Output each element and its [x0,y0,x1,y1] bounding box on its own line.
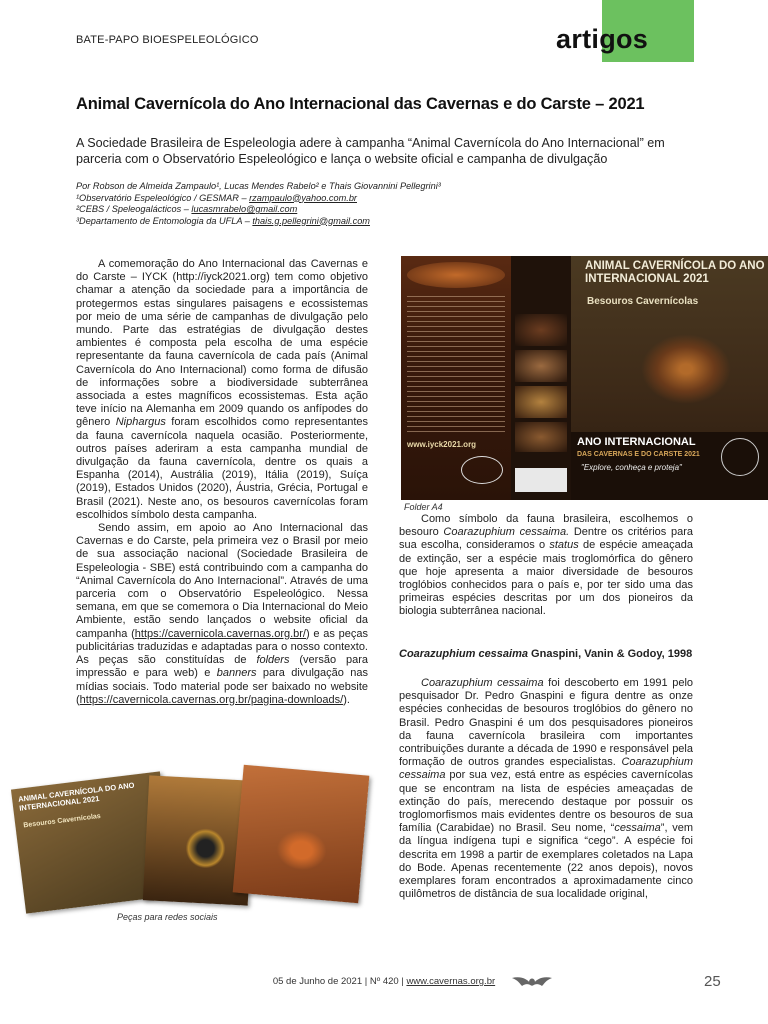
text: para divulgação nas mídias sociais. Todo material pode ser baixado no website ( [76,667,369,706]
right-column-bottom [399,677,693,901]
email-link[interactable]: lucasmrabelo@gmail.com [191,204,298,214]
footer-text: 05 de Junho de 2021 | Nº 420 | [272,976,407,987]
affiliation-text: ³Departamento de Entomologia da UFLA – [76,215,253,226]
sponsor-logos [515,468,567,492]
paragraph [399,677,693,901]
page-footer [0,976,768,987]
beetle-photo [515,350,567,382]
footer-title: ANO INTERNACIONAL [577,436,696,448]
byline: Por Robson de Almeida Zampaulo¹, Lucas Mendes Rabelo² e Thais Giovannini Pellegrini³ [76,181,441,191]
slogan: "Explore, conheça e proteja" [581,463,682,472]
downloads-link[interactable]: https://cavernicola.cavernas.org.br/pagina-downloads/ [79,693,344,706]
text: ) e as peças publicitárias traduzidas e adaptadas para o nosso contexto. As peças são constituídas de [76,627,369,667]
species-name: Coarazuphium cessaima. [443,526,570,539]
social-card [233,765,370,903]
folder-cover-subtitle: Besouros Cavernícolas [587,296,699,307]
folder-cover-footer [571,432,768,500]
affiliation-1 [76,193,696,205]
paragraph-2 [76,522,368,707]
footer-website-link[interactable]: www.cavernas.org.br [406,976,496,987]
paragraph-1 [76,258,368,522]
text: Dentre os critérios para sua escolha, consideramos o [399,526,693,552]
folder-body-text [407,296,505,436]
text: foi descoberto em 1991 pelo pesquisador Dr. Pedro Gnaspini e figura dentre as onze espécies conhecidas de besouros troglóbios do gênero no Brasil. Pedro Gnaspini é um dos pesquisadores pioneiros da fauna cavernícola brasileira com importantes contribuições durante a década de 1990 e responsável pela formação de outros grandes especialistas. [399,677,694,769]
folder-photo-strip [511,256,571,500]
text: banners [216,667,257,680]
text: folders [256,654,290,667]
card-subtitle: Besouros Cavernícolas [23,812,102,830]
species-name: Coarazuphium cessaima [421,677,544,689]
affiliation-text: ²CEBS / Speleogalácticos – [76,204,192,214]
folder-a4-image [401,256,768,500]
text: Sendo assim, em apoio ao Ano Internacional das Cavernas e do Carste, pela primeira vez o Brasil por meio de sua associação nacional (Sociedade Brasileira de Espeleologia - SBE) está contribuindo com a campanha do “Animal Cavernícola do Ano Internacional”. Através de uma parceria com o Observatório Espeleológico. Nessa semana, em que se comemora o Dia Internacional do Meio Ambiente, estão sendo lançados o website oficial da campanha ( [76,522,368,640]
beetle-photo [515,386,567,418]
beetle-photo [407,262,505,288]
social-media-pieces [12,760,372,920]
species-authors: Gnaspini, Vanin & Godoy, 1998 [528,648,693,660]
text: foram escolhidos como representantes da fauna cavernícola naquela ocasião. Posteriormente, outros países aderiram a esta campanha mundial de divulgação da fauna cavernícola, dentre os quais a Espanha (2014), Austrália (2019), Itália (2019), Suíça (2019), Estados Unidos (2020), Áustria, Grécia, Portugal e Brasil (2021). Neste ano, os besouros cavernícolas foram escolhidos símbolo desta campanha. [76,416,368,521]
beetle-photo [185,827,227,869]
iyck-logo [721,438,759,476]
affiliation-2 [76,204,696,216]
beetle-photo [275,828,328,872]
beetle-photo [515,314,567,346]
genus-name: Niphargus [115,416,166,429]
right-column-top [399,513,693,619]
website-link[interactable]: https://cavernicola.cavernas.org.br/ [134,627,306,640]
left-column [76,258,368,707]
beetle-illustration [641,334,731,404]
species-subheading [399,648,692,660]
species-name: Coarazuphium cessaima [399,756,693,782]
affiliation-3 [76,216,696,228]
text: status [549,539,579,552]
section-label: BATE-PAPO BIOESPELEOLÓGICO [76,34,259,46]
folder-caption: Folder A4 [404,502,443,512]
article-subtitle: A Sociedade Brasileira de Espeleologia adere à campanha “Animal Cavernícola do Ano Internacional” em parceria com o Observatório Espeleológico e lança o website oficial e campanha de divulgação [76,136,665,166]
folder-url: www.iyck2021.org [407,440,477,449]
text: cessaima [614,822,661,835]
page-number: 25 [704,973,721,990]
text: por sua vez, está entre as espécies cavernícolas que se encontram na lista de espécies ameaçadas de extinção do país, merecendo destaque por possuir os troglomorfismos mais evidentes dentre os besouros de sua família (Carabidae) no Brasil. Seu nome, “ [399,769,693,835]
folder-cover-title: ANIMAL CAVERNÍCOLA DO ANO INTERNACIONAL 2021 [585,260,765,285]
folder-cover [571,256,768,500]
text: A comemoração do Ano Internacional das Cavernas e do Carste – IYCK (http://iyck2021.org) tem como objetivo chamar a atenção da sociedade para a importância de protegermos estas singulares paisagens e ecossistemas por meio de uma série de campanhas de divulgação pelo mundo. Parte das estratégias de divulgação destes ambientes é composta pela escolha de uma espécie representante da fauna cavernícola de cada país (Animal Cavernícola do Ano Internacional) como forma de difusão de informações sobre a biodiversidade subterrânea associada a estes magníficos ecossistemas. Esta ação teve início na Alemanha em 2009 quando os anfípodes do gênero [76,258,368,429]
article-title: Animal Cavernícola do Ano Internacional das Cavernas e do Carste – 2021 [76,95,645,113]
bat-logo-icon [510,970,554,990]
affiliation-text: ¹Observatório Espeleológico / GESMAR – [76,192,250,203]
beetle-photo [515,422,567,452]
text: (versão para impressão e para web) e [76,654,368,680]
iyck-logo [461,456,503,484]
footer-subtitle: DAS CAVERNAS E DO CARSTE 2021 [577,451,700,458]
text: ). [343,693,350,706]
author-block [76,181,696,227]
social-pieces-caption: Peças para redes sociais [117,912,218,922]
email-link[interactable]: rzampaulo@yahoo.com.br [249,192,357,203]
card-title: ANIMAL CAVERNÍCOLA DO ANO INTERNACIONAL 2021 [17,780,135,813]
species-name: Coarazuphium cessaima [399,648,528,660]
paragraph [399,513,693,619]
text: ”, vem da língua indígena tupi e significa “cego”. A espécie foi descrita em 1998 a partir de exemplares coletados na Lapa do Bode. Apenas recentemente (22 anos depois), novos exemplares foram encontrados a aproximadamente cinco quilômetros de distância de sua localidade original, [399,822,693,901]
folder-left-panel [401,256,511,500]
text: de espécie ameaçada de extinção, ser a espécie mais troglomórfica do gênero que hoje apresenta a maior diversidade de besouros troglóbios conhecidos para o país e, por ter sido uma das primeiras espécies descritas por um dos pioneiros da biologia subterrânea nacional. [399,539,693,618]
email-link[interactable]: thais.g.pellegrini@gmail.com [252,215,370,226]
section-title: artigos [556,24,649,54]
text: Como símbolo da fauna brasileira, escolhemos o besouro [399,513,693,539]
